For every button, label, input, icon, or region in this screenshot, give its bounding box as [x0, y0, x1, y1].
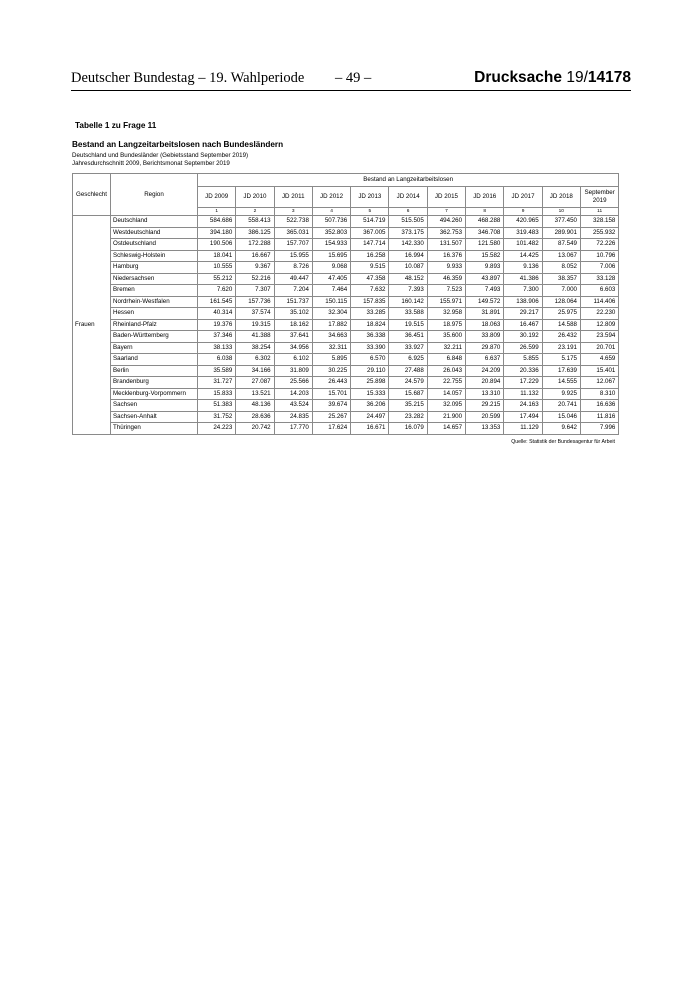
- table-row: [73, 273, 619, 285]
- value-cell: 26.043: [427, 365, 465, 377]
- value-cell: 15.333: [351, 388, 389, 400]
- column-header-year: JD 2013: [351, 187, 389, 208]
- value-cell: 522.738: [274, 216, 312, 228]
- value-cell: 160.142: [389, 296, 427, 308]
- page-header: [71, 70, 631, 92]
- header-doc-id: 14178: [587, 69, 631, 86]
- value-cell: 15.401: [580, 365, 618, 377]
- table-row: [73, 388, 619, 400]
- value-cell: 33.128: [580, 273, 618, 285]
- value-cell: 20.336: [504, 365, 542, 377]
- value-cell: 14.203: [274, 388, 312, 400]
- header-row-category: [73, 174, 619, 187]
- column-header-year: JD 2014: [389, 187, 427, 208]
- value-cell: 9.136: [504, 262, 542, 274]
- value-cell: 26.432: [542, 331, 580, 343]
- value-cell: 37.346: [198, 331, 236, 343]
- column-header-year: JD 2012: [312, 187, 350, 208]
- value-cell: 18.041: [198, 250, 236, 262]
- value-cell: 32.304: [312, 308, 350, 320]
- value-cell: 18.824: [351, 319, 389, 331]
- value-cell: 157.835: [351, 296, 389, 308]
- value-cell: 507.736: [312, 216, 350, 228]
- value-cell: 5.855: [504, 354, 542, 366]
- value-cell: 34.956: [274, 342, 312, 354]
- value-cell: 24.209: [466, 365, 504, 377]
- value-cell: 328.158: [580, 216, 618, 228]
- table-row: [73, 354, 619, 366]
- value-cell: 4.659: [580, 354, 618, 366]
- column-header-year: JD 2011: [274, 187, 312, 208]
- value-cell: 7.393: [389, 285, 427, 297]
- value-cell: 31.809: [274, 365, 312, 377]
- value-cell: 37.574: [236, 308, 274, 320]
- value-cell: 15.833: [198, 388, 236, 400]
- column-header-geschlecht: Geschlecht: [73, 174, 111, 216]
- region-cell: Schleswig-Holstein: [111, 250, 198, 262]
- value-cell: 9.933: [427, 262, 465, 274]
- value-cell: 13.353: [466, 423, 504, 435]
- value-cell: 14.425: [504, 250, 542, 262]
- value-cell: 20.701: [580, 342, 618, 354]
- value-cell: 13.067: [542, 250, 580, 262]
- value-cell: 39.674: [312, 400, 350, 412]
- column-index: 6: [389, 208, 427, 216]
- region-cell: Westdeutschland: [111, 227, 198, 239]
- value-cell: 26.443: [312, 377, 350, 389]
- value-cell: 31.727: [198, 377, 236, 389]
- value-cell: 142.330: [389, 239, 427, 251]
- table-row: [73, 342, 619, 354]
- value-cell: 11.132: [504, 388, 542, 400]
- value-cell: 23.282: [389, 411, 427, 423]
- value-cell: 23.594: [580, 331, 618, 343]
- table-row: [73, 377, 619, 389]
- value-cell: 377.450: [542, 216, 580, 228]
- region-cell: Ostdeutschland: [111, 239, 198, 251]
- group-label-frauen: Frauen: [73, 216, 111, 435]
- value-cell: 27.087: [236, 377, 274, 389]
- value-cell: 172.288: [236, 239, 274, 251]
- table-body: [73, 216, 619, 435]
- column-index: 8: [466, 208, 504, 216]
- value-cell: 515.505: [389, 216, 427, 228]
- value-cell: 8.052: [542, 262, 580, 274]
- value-cell: 30.225: [312, 365, 350, 377]
- value-cell: 19.376: [198, 319, 236, 331]
- column-index: 9: [504, 208, 542, 216]
- value-cell: 8.726: [274, 262, 312, 274]
- value-cell: 17.639: [542, 365, 580, 377]
- table-row: [73, 411, 619, 423]
- region-cell: Berlin: [111, 365, 198, 377]
- value-cell: 17.882: [312, 319, 350, 331]
- value-cell: 18.063: [466, 319, 504, 331]
- value-cell: 154.933: [312, 239, 350, 251]
- value-cell: 34.166: [236, 365, 274, 377]
- value-cell: 49.447: [274, 273, 312, 285]
- value-cell: 114.406: [580, 296, 618, 308]
- value-cell: 7.204: [274, 285, 312, 297]
- column-index: 10: [542, 208, 580, 216]
- value-cell: 149.572: [466, 296, 504, 308]
- header-doc-prefix: Drucksache: [474, 69, 563, 86]
- source-note: Quelle: Statistik der Bundesagentur für Arbeit: [511, 439, 615, 445]
- value-cell: 15.701: [312, 388, 350, 400]
- value-cell: 19.315: [236, 319, 274, 331]
- region-cell: Sachsen-Anhalt: [111, 411, 198, 423]
- value-cell: 16.467: [504, 319, 542, 331]
- value-cell: 147.714: [351, 239, 389, 251]
- column-header-region: Region: [111, 174, 198, 216]
- value-cell: 558.413: [236, 216, 274, 228]
- value-cell: 128.064: [542, 296, 580, 308]
- value-cell: 121.580: [466, 239, 504, 251]
- value-cell: 9.515: [351, 262, 389, 274]
- table-label: Tabelle 1 zu Frage 11: [75, 121, 157, 130]
- column-index: 1: [198, 208, 236, 216]
- value-cell: 38.133: [198, 342, 236, 354]
- region-cell: Thüringen: [111, 423, 198, 435]
- value-cell: 29.217: [504, 308, 542, 320]
- value-cell: 14.657: [427, 423, 465, 435]
- table-row: [73, 296, 619, 308]
- value-cell: 38.357: [542, 273, 580, 285]
- value-cell: 21.900: [427, 411, 465, 423]
- value-cell: 373.175: [389, 227, 427, 239]
- value-cell: 157.736: [236, 296, 274, 308]
- value-cell: 24.163: [504, 400, 542, 412]
- value-cell: 15.046: [542, 411, 580, 423]
- value-cell: 7.000: [542, 285, 580, 297]
- value-cell: 30.192: [504, 331, 542, 343]
- value-cell: 157.707: [274, 239, 312, 251]
- value-cell: 16.667: [236, 250, 274, 262]
- value-cell: 11.816: [580, 411, 618, 423]
- value-cell: 151.737: [274, 296, 312, 308]
- table-row: [73, 250, 619, 262]
- value-cell: 34.663: [312, 331, 350, 343]
- value-cell: 40.314: [198, 308, 236, 320]
- column-index: 4: [312, 208, 350, 216]
- value-cell: 47.405: [312, 273, 350, 285]
- value-cell: 9.893: [466, 262, 504, 274]
- value-cell: 55.212: [198, 273, 236, 285]
- region-cell: Hessen: [111, 308, 198, 320]
- value-cell: 31.752: [198, 411, 236, 423]
- value-cell: 155.971: [427, 296, 465, 308]
- value-cell: 101.482: [504, 239, 542, 251]
- value-cell: 29.110: [351, 365, 389, 377]
- column-index: 5: [351, 208, 389, 216]
- value-cell: 6.038: [198, 354, 236, 366]
- value-cell: 16.671: [351, 423, 389, 435]
- value-cell: 9.925: [542, 388, 580, 400]
- value-cell: 43.897: [466, 273, 504, 285]
- value-cell: 14.588: [542, 319, 580, 331]
- value-cell: 255.932: [580, 227, 618, 239]
- column-index: 2: [236, 208, 274, 216]
- value-cell: 24.497: [351, 411, 389, 423]
- value-cell: 20.599: [466, 411, 504, 423]
- value-cell: 289.901: [542, 227, 580, 239]
- value-cell: 33.390: [351, 342, 389, 354]
- header-doc-period: 19/: [566, 69, 588, 86]
- region-cell: Rheinland-Pfalz: [111, 319, 198, 331]
- value-cell: 7.493: [466, 285, 504, 297]
- region-cell: Bayern: [111, 342, 198, 354]
- value-cell: 9.367: [236, 262, 274, 274]
- value-cell: 16.376: [427, 250, 465, 262]
- value-cell: 15.582: [466, 250, 504, 262]
- value-cell: 13.521: [236, 388, 274, 400]
- value-cell: 150.115: [312, 296, 350, 308]
- value-cell: 12.067: [580, 377, 618, 389]
- table-row: [73, 365, 619, 377]
- region-cell: Saarland: [111, 354, 198, 366]
- value-cell: 35.589: [198, 365, 236, 377]
- value-cell: 10.796: [580, 250, 618, 262]
- value-cell: 16.258: [351, 250, 389, 262]
- value-cell: 7.620: [198, 285, 236, 297]
- region-cell: Nordrhein-Westfalen: [111, 296, 198, 308]
- value-cell: 32.311: [312, 342, 350, 354]
- header-page-number: – 49 –: [335, 70, 372, 86]
- value-cell: 35.600: [427, 331, 465, 343]
- column-header-year: September 2019: [580, 187, 618, 208]
- value-cell: 9.642: [542, 423, 580, 435]
- value-cell: 17.494: [504, 411, 542, 423]
- value-cell: 23.191: [542, 342, 580, 354]
- value-cell: 25.267: [312, 411, 350, 423]
- value-cell: 352.803: [312, 227, 350, 239]
- header-document-number: [474, 69, 631, 87]
- value-cell: 131.507: [427, 239, 465, 251]
- value-cell: 33.588: [389, 308, 427, 320]
- value-cell: 25.566: [274, 377, 312, 389]
- value-cell: 24.223: [198, 423, 236, 435]
- region-cell: Bremen: [111, 285, 198, 297]
- value-cell: 6.925: [389, 354, 427, 366]
- value-cell: 35.102: [274, 308, 312, 320]
- column-header-year: JD 2010: [236, 187, 274, 208]
- value-cell: 6.570: [351, 354, 389, 366]
- value-cell: 43.524: [274, 400, 312, 412]
- table-title: Bestand an Langzeitarbeitslosen nach Bundesländern: [72, 140, 284, 149]
- value-cell: 24.835: [274, 411, 312, 423]
- value-cell: 33.927: [389, 342, 427, 354]
- value-cell: 14.555: [542, 377, 580, 389]
- value-cell: 33.809: [466, 331, 504, 343]
- table-row: [73, 227, 619, 239]
- value-cell: 38.254: [236, 342, 274, 354]
- column-header-category: Bestand an Langzeitarbeitslosen: [198, 174, 619, 187]
- table-row: [73, 216, 619, 228]
- value-cell: 35.215: [389, 400, 427, 412]
- value-cell: 6.302: [236, 354, 274, 366]
- value-cell: 16.994: [389, 250, 427, 262]
- value-cell: 29.870: [466, 342, 504, 354]
- value-cell: 32.958: [427, 308, 465, 320]
- value-cell: 6.102: [274, 354, 312, 366]
- value-cell: 5.895: [312, 354, 350, 366]
- value-cell: 36.338: [351, 331, 389, 343]
- value-cell: 7.300: [504, 285, 542, 297]
- value-cell: 16.079: [389, 423, 427, 435]
- value-cell: 87.549: [542, 239, 580, 251]
- column-index: 3: [274, 208, 312, 216]
- data-table: [72, 173, 619, 435]
- value-cell: 22.755: [427, 377, 465, 389]
- value-cell: 7.464: [312, 285, 350, 297]
- table-subtitle-period: Jahresdurchschnitt 2009, Berichtsmonat September 2019: [72, 160, 230, 167]
- value-cell: 27.488: [389, 365, 427, 377]
- value-cell: 6.637: [466, 354, 504, 366]
- value-cell: 28.636: [236, 411, 274, 423]
- region-cell: Mecklenburg-Vorpommern: [111, 388, 198, 400]
- value-cell: 5.175: [542, 354, 580, 366]
- value-cell: 584.686: [198, 216, 236, 228]
- header-rule: [71, 90, 631, 91]
- value-cell: 161.545: [198, 296, 236, 308]
- value-cell: 7.523: [427, 285, 465, 297]
- value-cell: 11.129: [504, 423, 542, 435]
- table-row: [73, 423, 619, 435]
- value-cell: 32.211: [427, 342, 465, 354]
- value-cell: 20.894: [466, 377, 504, 389]
- value-cell: 37.641: [274, 331, 312, 343]
- region-cell: Brandenburg: [111, 377, 198, 389]
- value-cell: 33.285: [351, 308, 389, 320]
- value-cell: 32.095: [427, 400, 465, 412]
- value-cell: 51.383: [198, 400, 236, 412]
- value-cell: 6.603: [580, 285, 618, 297]
- value-cell: 6.848: [427, 354, 465, 366]
- table-row: [73, 319, 619, 331]
- value-cell: 9.068: [312, 262, 350, 274]
- value-cell: 22.230: [580, 308, 618, 320]
- value-cell: 17.229: [504, 377, 542, 389]
- column-header-year: JD 2018: [542, 187, 580, 208]
- value-cell: 18.162: [274, 319, 312, 331]
- value-cell: 26.599: [504, 342, 542, 354]
- value-cell: 7.307: [236, 285, 274, 297]
- value-cell: 36.451: [389, 331, 427, 343]
- table-row: [73, 308, 619, 320]
- value-cell: 12.809: [580, 319, 618, 331]
- column-index: 7: [427, 208, 465, 216]
- value-cell: 386.125: [236, 227, 274, 239]
- value-cell: 24.579: [389, 377, 427, 389]
- value-cell: 20.741: [542, 400, 580, 412]
- value-cell: 190.506: [198, 239, 236, 251]
- value-cell: 19.515: [389, 319, 427, 331]
- value-cell: 46.359: [427, 273, 465, 285]
- table-row: [73, 262, 619, 274]
- value-cell: 319.483: [504, 227, 542, 239]
- value-cell: 16.636: [580, 400, 618, 412]
- table-row: [73, 239, 619, 251]
- value-cell: 365.031: [274, 227, 312, 239]
- value-cell: 13.310: [466, 388, 504, 400]
- value-cell: 362.753: [427, 227, 465, 239]
- value-cell: 138.906: [504, 296, 542, 308]
- value-cell: 41.388: [236, 331, 274, 343]
- value-cell: 48.152: [389, 273, 427, 285]
- table-row: [73, 331, 619, 343]
- value-cell: 7.632: [351, 285, 389, 297]
- value-cell: 41.386: [504, 273, 542, 285]
- value-cell: 10.555: [198, 262, 236, 274]
- region-cell: Deutschland: [111, 216, 198, 228]
- value-cell: 47.358: [351, 273, 389, 285]
- value-cell: 420.965: [504, 216, 542, 228]
- region-cell: Niedersachsen: [111, 273, 198, 285]
- value-cell: 8.310: [580, 388, 618, 400]
- value-cell: 7.006: [580, 262, 618, 274]
- value-cell: 29.215: [466, 400, 504, 412]
- value-cell: 14.057: [427, 388, 465, 400]
- table-subtitle-area: Deutschland und Bundesländer (Gebietsstand September 2019): [72, 152, 249, 159]
- value-cell: 367.005: [351, 227, 389, 239]
- value-cell: 15.695: [312, 250, 350, 262]
- value-cell: 25.975: [542, 308, 580, 320]
- table-row: [73, 400, 619, 412]
- value-cell: 15.687: [389, 388, 427, 400]
- value-cell: 7.996: [580, 423, 618, 435]
- value-cell: 72.226: [580, 239, 618, 251]
- value-cell: 394.180: [198, 227, 236, 239]
- value-cell: 20.742: [236, 423, 274, 435]
- header-parliament: Deutscher Bundestag – 19. Wahlperiode: [71, 70, 305, 86]
- value-cell: 31.891: [466, 308, 504, 320]
- value-cell: 494.260: [427, 216, 465, 228]
- value-cell: 18.975: [427, 319, 465, 331]
- value-cell: 17.770: [274, 423, 312, 435]
- column-header-year: JD 2015: [427, 187, 465, 208]
- value-cell: 15.955: [274, 250, 312, 262]
- column-index: 11: [580, 208, 618, 216]
- column-header-year: JD 2016: [466, 187, 504, 208]
- region-cell: Sachsen: [111, 400, 198, 412]
- value-cell: 48.136: [236, 400, 274, 412]
- value-cell: 25.898: [351, 377, 389, 389]
- value-cell: 514.719: [351, 216, 389, 228]
- column-header-year: JD 2017: [504, 187, 542, 208]
- value-cell: 36.206: [351, 400, 389, 412]
- value-cell: 52.216: [236, 273, 274, 285]
- value-cell: 468.288: [466, 216, 504, 228]
- region-cell: Hamburg: [111, 262, 198, 274]
- value-cell: 17.624: [312, 423, 350, 435]
- column-header-year: JD 2009: [198, 187, 236, 208]
- region-cell: Baden-Württemberg: [111, 331, 198, 343]
- table-row: [73, 285, 619, 297]
- value-cell: 346.708: [466, 227, 504, 239]
- value-cell: 10.087: [389, 262, 427, 274]
